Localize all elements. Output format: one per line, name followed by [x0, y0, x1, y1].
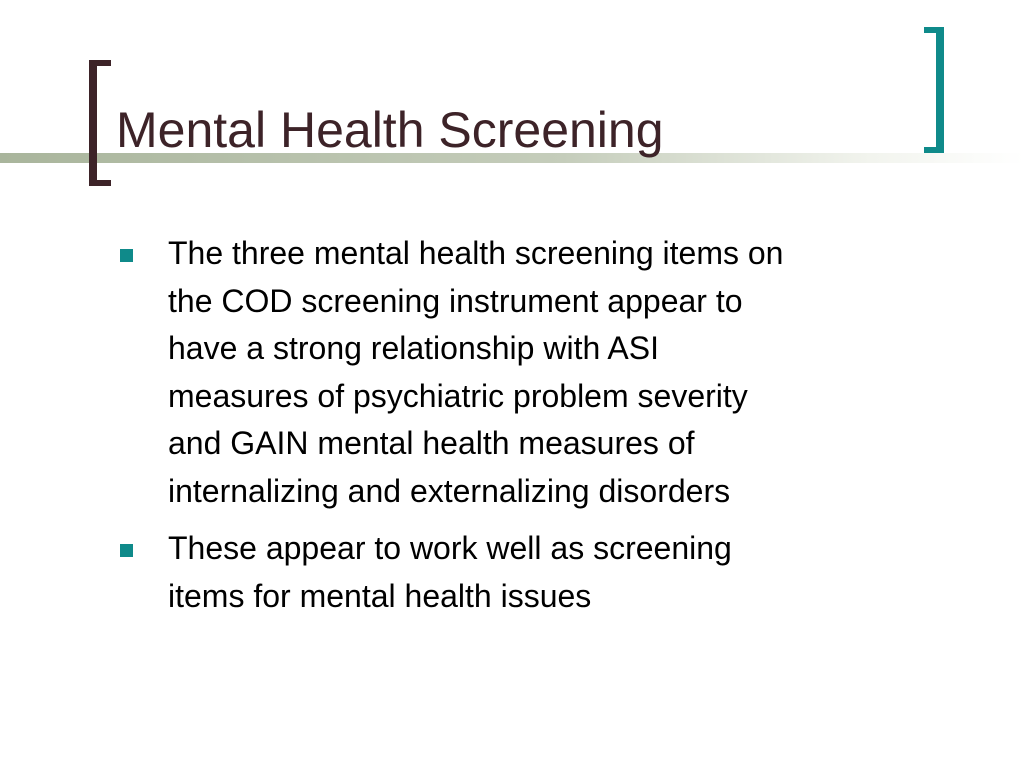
- left-bracket-vertical: [89, 60, 97, 186]
- right-bracket-vertical: [936, 27, 944, 153]
- left-bracket-bottom: [89, 180, 111, 186]
- bullet-line: internalizing and externalizing disorders: [168, 472, 731, 509]
- bullet-list: [118, 230, 958, 630]
- left-bracket-top: [89, 60, 111, 66]
- bullet-line: the COD screening instrument appear to: [168, 282, 743, 319]
- bullet-line: These appear to work well as screening: [168, 530, 732, 566]
- bullet-item-2: [118, 525, 958, 620]
- square-bullet-icon: [120, 544, 133, 557]
- bullet-line: The three mental health screening items on: [168, 235, 784, 271]
- bullet-line: and GAIN mental health measures of: [168, 425, 695, 461]
- bullet-line: have a strong relationship with ASI: [168, 330, 659, 366]
- bullet-item-1: [118, 230, 958, 515]
- slide-title: Mental Health Screening: [116, 102, 664, 158]
- square-bullet-icon: [120, 249, 133, 262]
- right-bracket-top: [924, 27, 944, 33]
- bullet-text-1: [168, 230, 958, 515]
- bullet-text-2: [168, 525, 958, 620]
- bullet-line: measures of psychiatric problem severity: [168, 377, 748, 414]
- bullet-line: items for mental health issues: [168, 577, 592, 614]
- right-bracket-bottom: [924, 147, 944, 153]
